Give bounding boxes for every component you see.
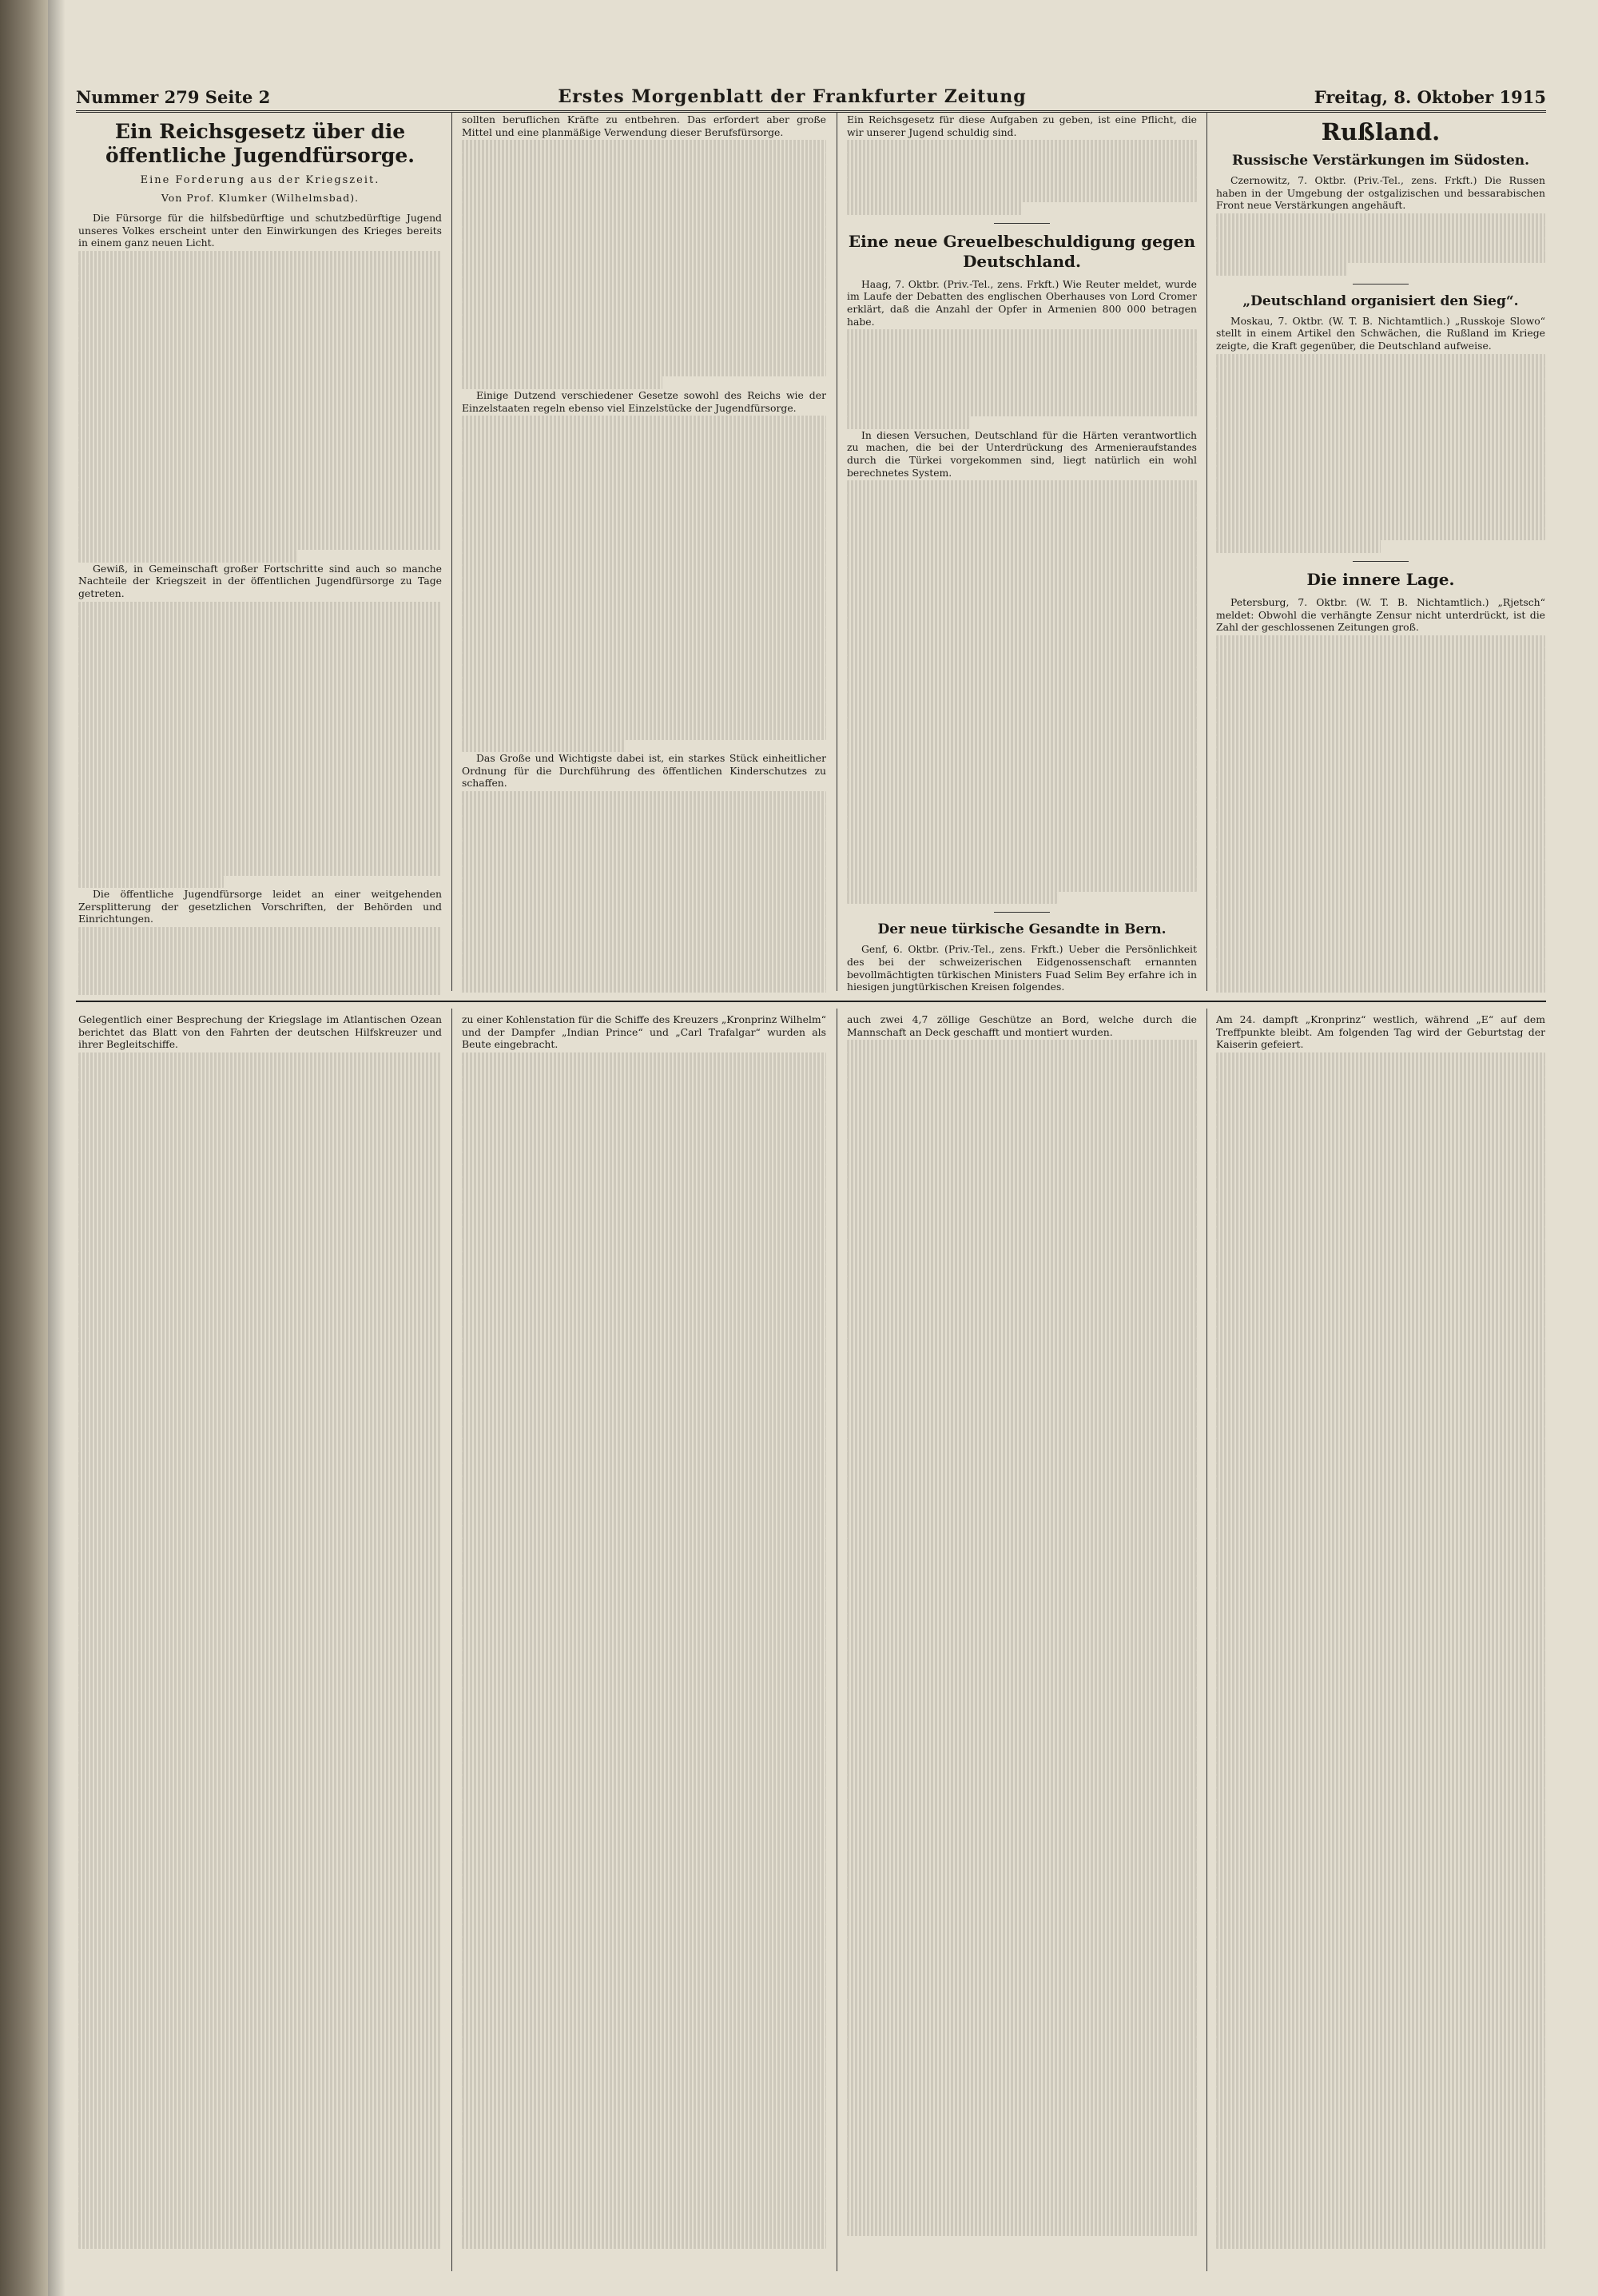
text-block (78, 602, 442, 889)
separator (1353, 561, 1409, 562)
paragraph: Moskau, 7. Oktbr. (W. T. B. Nichtamtlich.) „Russkoje Slowo“ stellt in einem Artikel den Schwächen, die Rußland im Kriege zeigte, die Kraft gegenüber, die Deutschland aufweise. (1216, 314, 1545, 352)
feuilleton-rule (76, 1001, 1546, 1002)
paragraph: Petersburg, 7. Oktbr. (W. T. B. Nichtamtlich.) „Rjetsch“ meldet: Obwohl die verhängte Zensur nicht unterdrückt, ist die Zahl der geschlossenen Zeitungen groß. (1216, 596, 1545, 634)
newspaper-name: Erstes Morgenblatt der Frankfurter Zeitung (558, 86, 1027, 107)
text-block (78, 251, 442, 563)
section-title: Rußland. (1321, 118, 1441, 145)
paragraph: Einige Dutzend verschiedener Gesetze sowohl des Reichs wie der Einzelstaaten regeln ebenso viel Einzelstücke der Jugendfürsorge. (462, 389, 826, 414)
paragraph: Das Große und Wichtigste dabei ist, ein starkes Stück einheitlicher Ordnung für die Durchführung des öffentlichen Kinderschutzes zu schaffen. (462, 752, 826, 790)
text-block (1216, 1052, 1545, 2249)
article-headline: Russische Verstärkungen im Südosten. (1231, 153, 1530, 169)
column-russland (1216, 113, 1545, 993)
column-rule (1206, 1009, 1207, 2271)
paragraph: Czernowitz, 7. Oktbr. (Priv.-Tel., zens. Frkft.) Die Russen haben in der Umgebung der ostgalizischen und bessarabischen Front neue Verstärkungen angehäuft. (1216, 174, 1545, 212)
text-block (1216, 354, 1545, 554)
article-continuation (462, 113, 826, 993)
text-block (462, 791, 826, 993)
column-news (847, 113, 1197, 993)
paragraph: Ein Reichsgesetz für diese Aufgaben zu geben, ist eine Pflicht, die wir unserer Jugend schuldig sind. (847, 113, 1197, 138)
article-headline: Eine neue Greuelbeschuldigung gegen Deutschland. (848, 231, 1196, 271)
article-headline: „Deutschland organisiert den Sieg“. (1242, 292, 1519, 309)
paragraph: sollten beruflichen Kräfte zu entbehren. Das erfordert aber große Mittel und eine planmäßige Verwendung dieser Berufsfürsorge. (462, 113, 826, 138)
text-block (78, 927, 442, 995)
article-title: Ein Reichsgesetz über die öffentliche Jugendfürsorge. (105, 120, 415, 167)
text-block (1216, 635, 1545, 993)
paragraph: Gelegentlich einer Besprechung der Kriegslage im Atlantischen Ozean berichtet das Blatt von den Fahrten der deutschen Hilfskreuzer und ihrer Begleitschiffe. (78, 1013, 442, 1051)
separator (1353, 284, 1409, 285)
paragraph: auch zwei 4,7 zöllige Geschütze an Bord, welche durch die Mannschaft an Deck geschafft und montiert wurden. (847, 1013, 1197, 1038)
column-rule (451, 1009, 452, 2271)
text-block (847, 140, 1197, 215)
feuilleton-column-2 (462, 1013, 826, 2268)
page-binding (0, 0, 48, 2296)
paragraph: zu einer Kohlenstation für die Schiffe des Kreuzers „Kronprinz Wilhelm“ und der Dampfer „Indian Prince“ und „Carl Trafalgar“ wurden als Beute eingebracht. (462, 1013, 826, 1051)
article-headline: Der neue türkische Gesandte in Bern. (877, 921, 1167, 938)
article-jugendfuersorge (78, 120, 442, 995)
paragraph: Die öffentliche Jugendfürsorge leidet an einer weitgehenden Zersplitterung der gesetzlichen Vorschriften, der Behörden und Einrichtungen. (78, 888, 442, 925)
masthead (76, 78, 1546, 113)
feuilleton-column-3 (847, 1013, 1197, 2268)
article-byline: Von Prof. Klumker (Wilhelmsbad). (161, 191, 360, 204)
column-rule (1206, 112, 1207, 991)
feuilleton-column-4 (1216, 1013, 1545, 2268)
text-block (847, 480, 1197, 904)
feuilleton-column-1 (78, 1013, 442, 2268)
text-block (462, 1052, 826, 2249)
paragraph: In diesen Versuchen, Deutschland für die Härten verantwortlich zu machen, die bei der Unterdrückung des Armenieraufstandes durch die Türkei vorgekommen sind, liegt natürlich ein wohl berechnetes System. (847, 428, 1197, 479)
article-headline: Die innere Lage. (1306, 570, 1455, 590)
text-block (462, 416, 826, 752)
paragraph: Genf, 6. Oktbr. (Priv.-Tel., zens. Frkft.) Ueber die Persönlichkeit des bei der schweizerischen Eidgenossenschaft ernannten bevollmächtigten türkischen Ministers Fuad Selim Bey erfahre ich in hiesigen jungtürkischen Kreisen folgendes. (847, 943, 1197, 993)
text-block (1216, 213, 1545, 276)
column-rule (451, 112, 452, 991)
separator (994, 912, 1050, 913)
article-kicker: Eine Forderung aus der Kriegszeit. (140, 174, 380, 186)
issue-date: Freitag, 8. Oktober 1915 (1314, 87, 1546, 107)
separator (994, 223, 1050, 224)
paragraph: Am 24. dampft „Kronprinz“ westlich, während „E“ auf dem Treffpunkte bleibt. Am folgenden Tag wird der Geburtstag der Kaiserin gefeiert. (1216, 1013, 1545, 1051)
text-block (78, 1052, 442, 2249)
text-block (847, 1040, 1197, 2236)
text-block (462, 140, 826, 389)
paragraph: Die Fürsorge für die hilfsbedürftige und schutzbedürftige Jugend unseres Volkes erscheint unter den Einwirkungen des Krieges bereits in einem ganz neuen Licht. (78, 212, 442, 249)
paragraph: Haag, 7. Oktbr. (Priv.-Tel., zens. Frkft.) Wie Reuter meldet, wurde im Laufe der Debatten des englischen Oberhauses von Lord Cromer erklärt, daß die Anzahl der Opfer in Armenien 800 000 betragen habe. (847, 277, 1197, 328)
paragraph: Gewiß, in Gemeinschaft großer Fortschritte sind auch so manche Nachteile der Kriegszeit in der öffentlichen Jugendfürsorge zu Tage getreten. (78, 562, 442, 599)
binding-shadow (48, 0, 66, 2296)
issue-number: Nummer 279 Seite 2 (76, 87, 271, 107)
text-block (847, 329, 1197, 429)
